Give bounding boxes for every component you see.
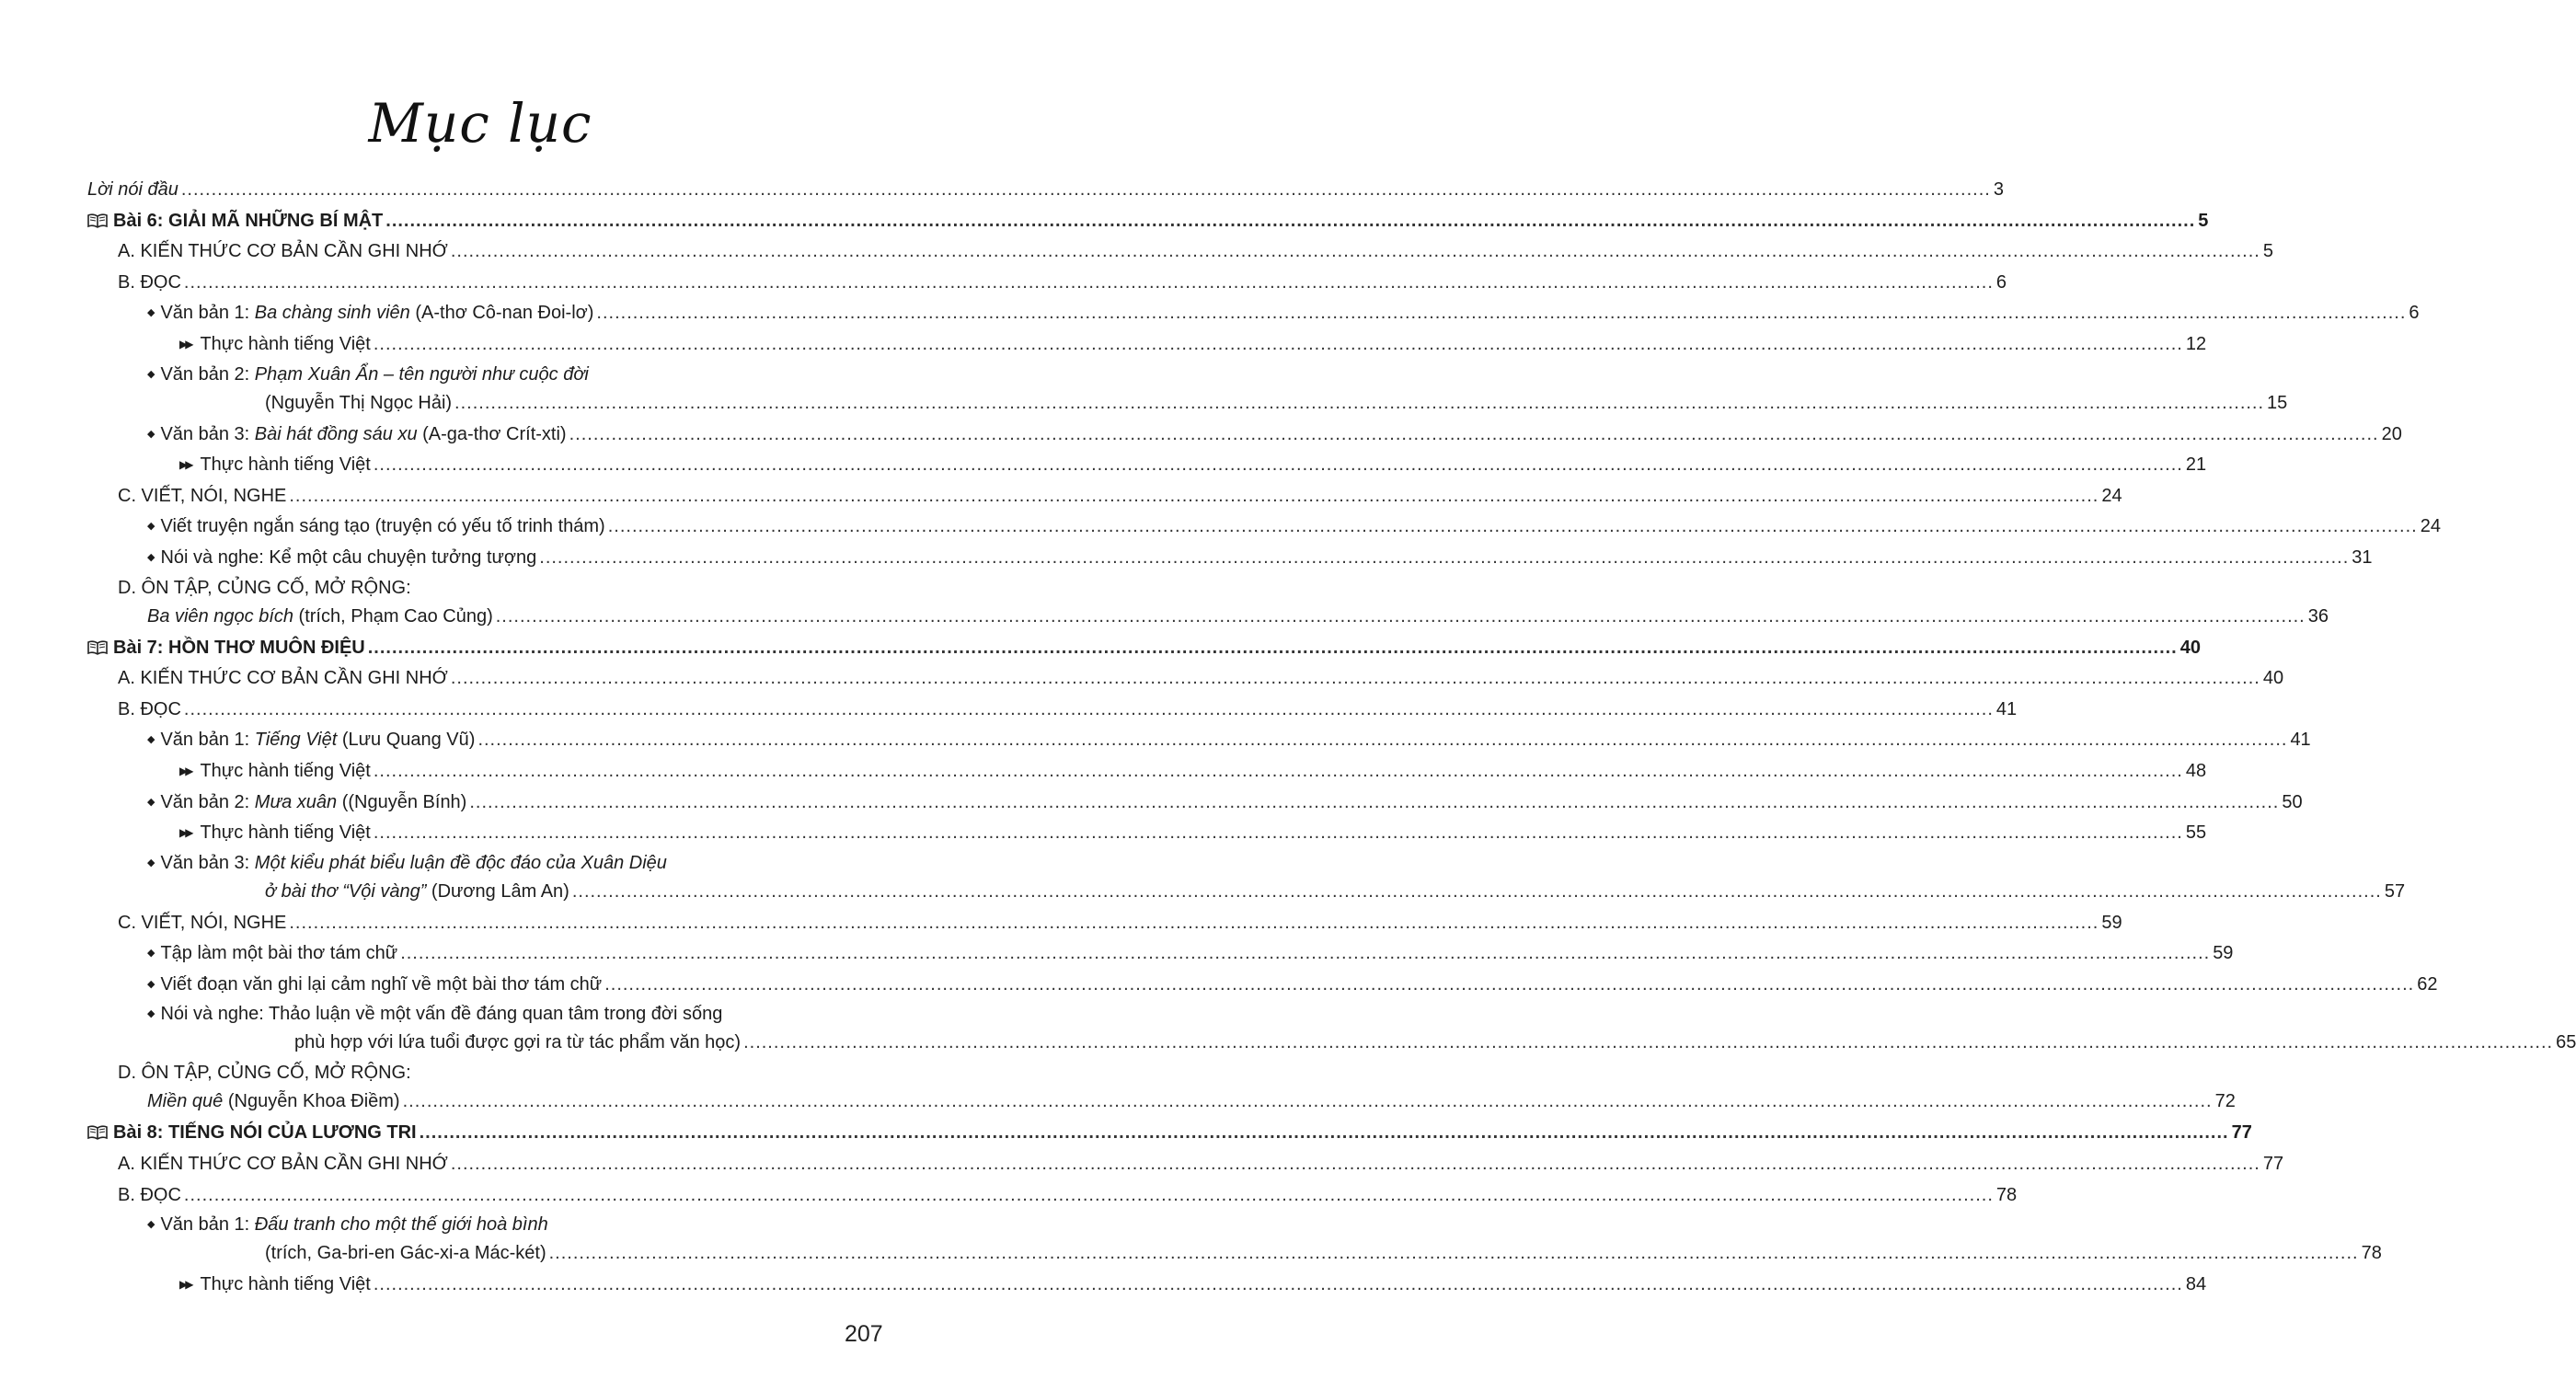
entry-text: D. ÔN TẬP, CỦNG CỐ, MỞ RỘNG: [118,1063,411,1084]
double-arrow-icon: ▶▶ [179,458,191,472]
diamond-bullet-icon: ◆ [147,734,155,746]
entry-text: B. ĐỌC [118,1184,181,1205]
dot-leader: ............................................................................................................................................................................................................................................................................................................ [367,637,2178,658]
entry-text: A. KIẾN THỨC CƠ BẢN CẦN GHI NHỚ [118,668,448,689]
entry-text: ở bài thơ “Vội vàng” [265,880,427,902]
toc-entry[interactable] [87,450,2207,481]
double-arrow-icon: ▶▶ [179,1278,191,1292]
entry-title [147,298,593,329]
page-ref: 55 [2185,822,2207,844]
entry-text: Ba chàng sinh viên [254,303,410,324]
entry-title [147,543,536,574]
dot-leader: ............................................................................................................................................................................................................................................................................................................ [539,546,2350,568]
entry-text: C. VIẾT, NÓI, NGHE [118,912,287,933]
toc-entry-continuation[interactable] [87,1029,2576,1059]
diamond-bullet-icon: ◆ [147,521,155,533]
diamond-bullet-icon: ◆ [147,307,155,319]
toc-entry[interactable] [87,788,2303,819]
toc-entry[interactable] [87,818,2207,849]
dot-leader: ............................................................................................................................................................................................................................................................................................................ [419,1122,2229,1144]
dot-leader: ............................................................................................................................................................................................................................................................................................................ [373,760,2183,781]
entry-text: Văn bản 3: [160,852,255,873]
dot-leader: ............................................................................................................................................................................................................................................................................................................ [450,241,2260,262]
entry-text: Bài 7: HỒN THƠ MUÔN ĐIỆU [113,637,365,658]
entry-text: Thực hành tiếng Việt [200,1274,371,1295]
entry-text: Văn bản 2: [160,791,255,812]
entry-title [147,603,493,630]
entry-text: (Lưu Quang Vũ) [337,730,476,751]
entry-text: (trích, Phạm Cao Củng) [293,605,493,627]
diamond-bullet-icon: ◆ [147,551,155,563]
entry-text: Lời nói đầu [87,179,178,200]
dot-leader: ............................................................................................................................................................................................................................................................................................................ [596,303,2407,324]
page-ref: 36 [2307,605,2329,627]
entry-text: Nói và nghe: Kể một câu chuyện tưởng tượng [160,546,537,568]
page-ref: 59 [2101,912,2122,933]
entry-text: Tập làm một bài thơ tám chữ [160,943,398,964]
entry-text: Bài 6: GIẢI MÃ NHỮNG BÍ MẬT [113,210,384,231]
dot-leader: ............................................................................................................................................................................................................................................................................................................ [569,423,2379,444]
entry-title [265,878,569,905]
page-ref: 50 [2282,791,2303,812]
entry-text: Thực hành tiếng Việt [200,454,371,476]
entry-text: Tiếng Việt [254,730,338,751]
entry-text: Thực hành tiếng Việt [200,760,371,781]
toc-entry-continuation[interactable] [87,878,2406,908]
page-ref: 20 [2381,423,2402,444]
toc-entry[interactable] [87,574,882,603]
entry-text: Viết đoạn văn ghi lại cảm nghĩ về một bài thơ tám chữ [160,973,603,995]
page-ref: 41 [1995,698,2018,719]
entry-title [179,818,371,849]
entry-text: Thực hành tiếng Việt [200,333,371,354]
dot-leader: ............................................................................................................................................................................................................................................................................................................ [385,210,2196,231]
page-ref: 6 [1995,271,2007,293]
page-ref: 5 [2198,210,2209,231]
entry-text: A. KIẾN THỨC CƠ BẢN CẦN GHI NHỚ [118,1154,448,1175]
toc-entry-continuation[interactable] [87,603,2329,633]
entry-title [179,1270,371,1301]
double-arrow-icon: ▶▶ [179,826,191,840]
entry-text: (Dương Lâm An) [426,880,569,902]
page-ref: 41 [2290,730,2311,751]
entry-title [118,574,411,603]
entry-text: Viết truyện ngắn sáng tạo (truyện có yếu tố trinh thám) [160,516,605,537]
toc-entry[interactable] [87,1180,2018,1212]
diamond-bullet-icon: ◆ [147,857,155,868]
entry-title [118,481,286,512]
page-number: 207 [845,1321,883,1347]
dot-leader: ............................................................................................................................................................................................................................................................................................................ [400,943,2211,964]
toc-entry-continuation[interactable] [87,1087,2236,1118]
toc-entry[interactable] [87,938,2234,970]
toc-entry[interactable] [87,1000,882,1029]
page-ref: 21 [2185,454,2207,476]
entry-title [87,175,178,206]
dot-leader: ............................................................................................................................................................................................................................................................................................................ [477,730,2288,751]
toc-entry[interactable] [87,1270,2207,1301]
toc-entry[interactable] [87,849,882,878]
toc-entry[interactable] [87,633,2201,664]
dot-leader: ............................................................................................................................................................................................................................................................................................................ [373,454,2183,476]
double-arrow-icon: ▶▶ [179,337,191,351]
entry-text: Văn bản 1: [160,1214,255,1236]
page-ref: 24 [2101,485,2122,506]
dot-leader: ............................................................................................................................................................................................................................................................................................................ [604,973,2415,995]
dot-leader: ............................................................................................................................................................................................................................................................................................................ [373,1274,2183,1295]
entry-title [265,389,452,417]
entry-text: Bài 8: TIẾNG NÓI CỦA LƯƠNG TRI [113,1122,417,1144]
dot-leader: ............................................................................................................................................................................................................................................................................................................ [450,1154,2260,1175]
toc-entry[interactable] [87,543,2373,574]
entry-text: D. ÔN TẬP, CỦNG CỐ, MỞ RỘNG: [118,577,411,598]
page-ref: 77 [2231,1122,2252,1144]
toc-entry[interactable] [87,756,2207,788]
entry-title [118,1180,181,1212]
page-ref: 15 [2267,392,2288,413]
toc-entry[interactable] [87,725,2311,756]
page-ref: 40 [2179,637,2201,658]
entry-text: Mưa xuân [254,791,338,812]
toc-entry[interactable] [87,1118,2252,1149]
entry-text: Bài hát đồng sáu xu [254,423,418,444]
entry-title [118,236,448,268]
page-ref: 72 [2214,1091,2236,1112]
dot-leader: ............................................................................................................................................................................................................................................................................................................ [183,271,1994,293]
entry-text: Đấu tranh cho một thế giới hoà bình [254,1214,548,1236]
entry-title [147,512,605,543]
dot-leader: ............................................................................................................................................................................................................................................................................................................ [495,605,2306,627]
entry-title [147,938,397,970]
entry-text: Nói và nghe: Thảo luận về một vấn đề đáng quan tâm trong đời sống [160,1004,723,1025]
entry-text: Văn bản 1: [160,730,255,751]
diamond-bullet-icon: ◆ [147,796,155,808]
toc-entry[interactable] [87,481,2122,512]
table-of-contents [87,175,2576,1301]
page-ref: 77 [2262,1154,2284,1175]
diamond-bullet-icon: ◆ [147,428,155,440]
dot-leader: ............................................................................................................................................................................................................................................................................................................ [373,822,2183,844]
toc-entry[interactable] [87,512,2441,543]
dot-leader: ............................................................................................................................................................................................................................................................................................................ [454,392,2265,413]
entry-title [147,725,475,756]
entry-text: Phạm Xuân Ẩn – tên người như cuộc đời [254,363,589,385]
entry-title [118,1149,448,1180]
diamond-bullet-icon: ◆ [147,368,155,380]
entry-title [147,420,567,451]
dot-leader: ............................................................................................................................................................................................................................................................................................................ [289,485,2099,506]
entry-title [179,329,371,361]
entry-title [179,450,371,481]
entry-text: Thực hành tiếng Việt [200,822,371,844]
diamond-bullet-icon: ◆ [147,978,155,990]
entry-title [118,695,181,726]
entry-text: Một kiểu phát biểu luận đề độc đáo của Xuân Diệu [254,852,667,873]
entry-title [87,206,383,237]
toc-entry[interactable] [87,908,2122,939]
dot-leader: ............................................................................................................................................................................................................................................................................................................ [469,791,2280,812]
dot-leader: ............................................................................................................................................................................................................................................................................................................ [180,179,1991,200]
page-ref: 3 [1993,179,2004,200]
toc-entry-continuation[interactable] [87,389,2288,420]
entry-text: (A-thơ Cô-nan Đoi-lơ) [409,303,594,324]
double-arrow-icon: ▶▶ [179,764,191,777]
toc-entry[interactable] [87,695,2018,726]
page-ref: 5 [2262,241,2273,262]
book-icon [87,1118,108,1149]
page-ref: 6 [2409,303,2420,324]
toc-entry[interactable] [87,970,2438,1001]
entry-title [147,788,466,819]
diamond-bullet-icon: ◆ [147,948,155,960]
toc-entry-continuation[interactable] [87,1239,2382,1270]
page-title: Mục lục [368,92,592,155]
entry-title [147,1087,400,1115]
entry-title [87,633,365,664]
entry-title [179,756,371,788]
toc-entry[interactable] [87,206,2209,237]
entry-text: (A-ga-thơ Crít-xti) [417,423,567,444]
toc-entry[interactable] [87,663,2284,695]
toc-entry[interactable] [87,236,2273,268]
entry-text: B. ĐỌC [118,698,181,719]
diamond-bullet-icon: ◆ [147,1008,155,1020]
entry-text: (Nguyễn Khoa Điềm) [223,1091,400,1112]
dot-leader: ............................................................................................................................................................................................................................................................................................................ [607,516,2418,537]
toc-entry[interactable] [87,1059,882,1087]
entry-title [265,1239,546,1267]
page-ref: 31 [2352,546,2373,568]
dot-leader: ............................................................................................................................................................................................................................................................................................................ [289,912,2099,933]
entry-text: (Nguyễn Thị Ngọc Hải) [265,392,453,413]
entry-title [118,663,448,695]
page-ref: 78 [1995,1184,2018,1205]
entry-text: Miền quê [147,1091,224,1112]
entry-title [87,1118,417,1149]
page-ref: 40 [2262,668,2284,689]
entry-title [118,1059,411,1087]
toc-entry[interactable] [87,268,2007,299]
page-ref: 59 [2213,943,2234,964]
page-ref: 62 [2417,973,2438,995]
entry-text: Ba viên ngọc bích [147,605,293,627]
entry-title [118,268,181,299]
entry-title [118,908,286,939]
dot-leader: ............................................................................................................................................................................................................................................................................................................ [183,698,1994,719]
dot-leader: ............................................................................................................................................................................................................................................................................................................ [402,1091,2213,1112]
dot-leader: ............................................................................................................................................................................................................................................................................................................ [450,668,2260,689]
entry-title [147,970,602,1001]
dot-leader: ............................................................................................................................................................................................................................................................................................................ [571,880,2382,902]
book-icon [87,633,108,664]
entry-text: Văn bản 1: [160,303,255,324]
entry-text: phù hợp với lứa tuổi được gợi ra từ tác phẩm văn học) [294,1032,742,1053]
dot-leader: ............................................................................................................................................................................................................................................................................................................ [548,1243,2359,1264]
entry-text: ((Nguyễn Bính) [337,791,467,812]
entry-text: B. ĐỌC [118,271,181,293]
entry-title [294,1029,741,1056]
toc-entry[interactable] [87,1211,882,1239]
page-ref: 24 [2420,516,2441,537]
book-icon [87,206,108,237]
entry-text: Văn bản 3: [160,423,255,444]
entry-text: A. KIẾN THỨC CƠ BẢN CẦN GHI NHỚ [118,241,448,262]
entry-text: C. VIẾT, NÓI, NGHE [118,485,287,506]
toc-entry[interactable] [87,298,2420,329]
diamond-bullet-icon: ◆ [147,1219,155,1231]
entry-text: Văn bản 2: [160,363,255,385]
page-ref: 48 [2185,760,2207,781]
toc-entry[interactable] [87,175,2004,206]
toc-entry[interactable] [87,1149,2284,1180]
page-ref: 78 [2361,1243,2382,1264]
toc-entry[interactable] [87,420,2402,451]
page-ref: 57 [2384,880,2406,902]
entry-title [147,849,667,878]
page-ref: 65 [2556,1032,2576,1053]
entry-text: (trích, Ga-bri-en Gác-xi-a Mác-két) [265,1243,546,1264]
dot-leader: ............................................................................................................................................................................................................................................................................................................ [743,1032,2554,1053]
entry-title [147,1000,722,1029]
dot-leader: ............................................................................................................................................................................................................................................................................................................ [373,333,2183,354]
toc-entry[interactable] [87,329,2207,361]
entry-title [147,361,589,389]
toc-entry[interactable] [87,361,882,389]
page-ref: 84 [2185,1274,2207,1295]
entry-title [147,1211,548,1239]
page-ref: 12 [2185,333,2207,354]
dot-leader: ............................................................................................................................................................................................................................................................................................................ [183,1184,1994,1205]
